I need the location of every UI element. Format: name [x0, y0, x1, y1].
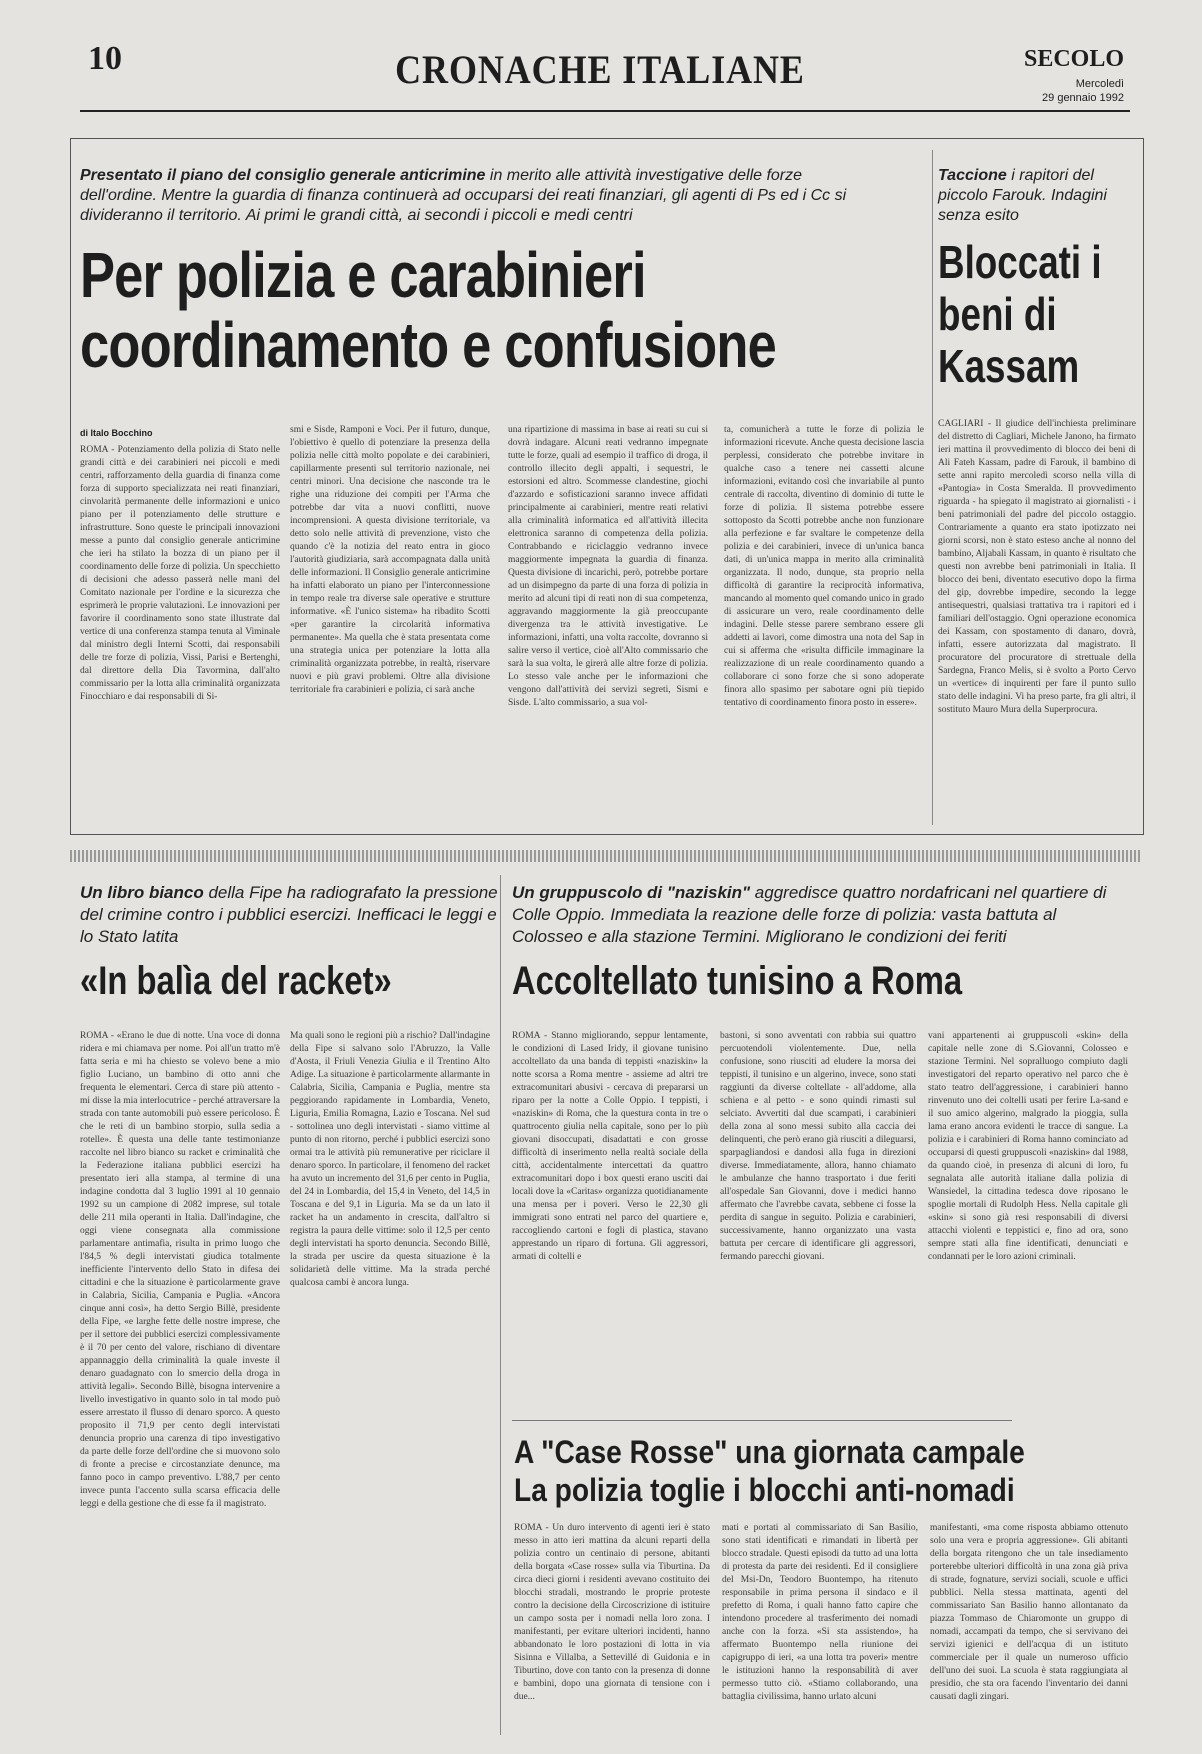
- issue-date: 29 gennaio 1992: [1042, 92, 1124, 104]
- knife-story-column-1: ROMA - Stanno migliorando, seppur lentamente, le condizioni di Lased Iridy, il giovane tunisino accoltellato da una banda di teppisti «naziskin» la notte scorsa a Roma mentre - assieme ad altri tre extracomunitari abusivi - cercava di prepararsi un riparo per la notte a Colle Oppio. I teppisti, i «naziskin» di Roma, che la questura conta in tre o quattrocento giulia nella capitale, sono per lo più giovani disoccupati, disadattati e con grosse difficoltà di inserimento nella realtà sociale della città, accidentalmente intercettati da quattro extracomunitari dopo i box questi erano usciti dai locali dove la «Caritas» organizza quotidianamente una mensa per i poveri. Verso le 22,30 gli immigrati sono entrati nel parco del quartiere e, raccogliendo cartoni e fogli di plastica, stavano apprestando un riparo di fortuna. Gli aggressori, armati di coltelli e: [512, 1031, 708, 1262]
- nomad-story-headline-line1: A "Case Rosse" una giornata campale: [514, 1434, 1025, 1470]
- main-story-headline-line1: Per polizia e carabinieri: [80, 239, 646, 311]
- side-story-kicker-text: i rapitori del piccolo Farouk. Indagini senza esito: [938, 167, 1107, 224]
- story-divider: [512, 1420, 1012, 1421]
- main-story-column-4: ta, comunicherà a tutte le forze di polizia le informazioni ricevute. Anche questa decisione lascia perplessi, considerato che potrebbe invitare in qualche caso a tenere nei cassetti alcune informazioni, evitando così che invariabile al punto centrale di raccolta, diventino di dominio di tutte le forze di polizia. Il sistema potrebbe essere sottoposto da Scotti potrebbe anche non funzionare alla perfezione e far svaltare le competenze della polizia e dei carabinieri, invece di un'unica banca dati, di un'unica mappa in merito alla criminalità organizzata. Il nodo, dunque, sta proprio nella difficoltà di garantire la reciprocità informativa, mancando al momento quel comando unico in grado di assicurare un vero, reale coordinamento delle indagini. Delle stesse parere sembrano essere gli addetti ai lavori, come dimostra una nota del Sap in cui si afferma che «risulta difficile immaginare la realizzazione di un reale coordinamento quando a collaborare ci sono forze che si sono adoperate finora allo spasimo per sabotare ogni più tiepido tentativo di coordinamento finora posto in essere».: [724, 425, 924, 708]
- knife-story-column-2: bastoni, si sono avventati con rabbia sui quattro percuotendoli violentemente. Due, nella confusione, sono riusciti ad eludere la morsa dei teppisti, il tunisino e un algerino, invece, sono stati raggiunti da diverse coltellate - all'addome, alla schiena e al petto - e sono quindi rimasti sul selciato. Avvertiti dal due scampati, i carabinieri della zona al sono messi subito alla caccia dei delinquenti, che però erano già riusciti a dileguarsi, sparpagliandosi e dandosi alla fuga in direzioni diverse. Immediatamente, allora, hanno chiamato le ambulanze che hanno trasportato i due feriti all'ospedale San Giovanni, dove i medici hanno affermato che l'avrebbe cavata, sebbene ci fosse la perdita di sangue in seguito. Polizia e carabinieri, successivamente, hanno organizzato una vasta battuta per cercare di identificare gli aggressori, fermando parecchi giovani.: [720, 1031, 916, 1262]
- side-story-kicker-bold: Taccione: [938, 167, 1007, 184]
- racket-story-column-1: ROMA - «Erano le due di notte. Una voce di donna ridera e mi chiamava per nome. Poi all'un tratto m'è fatta seria e mi ha chiesto se volevo bene a mio figlio Luciano, un bambino di otto anni che frequenta le elementari. Cerca di stare più attento - mi disse la mia interlocutrice - perché attraversare la strada con tante automobili può essere pericoloso. È che le reti di un bambino storpio, sulla sedia a rotelle». È questa una delle tante testimonianze raccolte nel libro bianco su racket e criminalità che la Federazione italiana pubblici esercizi ha presentato ieri alla stampa, al termine di una indagine condotta dal 3 luglio 1991 al 10 gennaio 1992 su un campione di 2082 imprese, sul totale delle 211 mila operanti in Italia. Dall'indagine, che oggi viene consegnata alla commissione parlamentare antimafia, risulta in primo luogo che l'84,5 % degli intervistati giudica totalmente inefficiente l'intervento dello Stato in difesa dei cittadini e che la situazione è particolarmente grave in Calabria, Sicilia, Campania e Puglia. «Ancora cinque anni così», ha detto Sergio Billè, presidente della Fipe, «e larghe fette delle nostre imprese, che per il settore dei pubblici esercizi complessivamente è il 70 per cento del valore, rischiano di diventare appannaggio della criminalità la quale investe il denaro guadagnato con lo smercio della droga in attività legali». Secondo Billè, bisogna intervenire a livello investigativo in quanto solo in tal modo può essere arrestato il flusso di denaro sporco. A questo proposito il 71,9 per cento degli intervistati denuncia proprio una carenza di tipo investigativo da parte delle forze dell'ordine che si muovono solo di fronte a precise e circostanziate denunce, ma fanno poco in campo preventivo. L'88,7 per cento invece punta l'accento sulla scarsa efficacia delle leggi e della gestione che di esse fa il magistrato.: [80, 1031, 280, 1509]
- section-title: CRONACHE ITALIANE: [395, 47, 805, 92]
- section-separator-band: [70, 850, 1142, 862]
- main-story-headline-line2: coordinamento e confusione: [80, 309, 776, 381]
- masthead-rule: [80, 110, 1130, 112]
- main-story-column-2: smi e Sisde, Ramponi e Voci. Per il futuro, dunque, l'obiettivo è quello di potenziare la presenza della polizia nelle città molto popolate e dei carabinieri, capillarmente presenti sul territorio nazionale, nei centri minori. Una decisione che nasconde tra le righe una riduzione dei compiti per l'Arma che potrebbe dar vita a nuovi conflitti, nuove incomprensioni. A questa divisione territoriale, va detto solo nelle attività di prevenzione, visto che quando c'è la notizia del reato entra in gioco l'autorità giudiziaria, sarà accompagnata dalla unità delle informazioni. Il Consiglio generale anticrimine ha infatti elaborato un piano per l'interconnessione in tempo reale tra diverse sale operative e strutture informative. «È l'unico sistema» ha ribadito Scotti «per garantire la circolarità informativa permanente». Ma quella che è stata presentata come una strategia unica per potenziare la lotta alla criminalità organizzata potrebbe, in realtà, riservare nuovi e più gravi problemi. Oltre alla divisione territoriale fra carabinieri e polizia, ci sarà anche: [290, 425, 490, 695]
- nomad-story-column-1: ROMA - Un duro intervento di agenti ieri è stato messo in atto ieri mattina da alcuni reparti della polizia contro un centinaio di persone, abitanti della borgata «Case rosse» sulla via Tiburtina. Da circa dieci giorni i residenti avevano costituito dei blocchi stradali, mostrando le proprie proteste contro la decisione della Circoscrizione di istituire un campo sosta per i nomadi nella loro zona. I manifestanti, per evitare ulteriori incidenti, hanno abbandonato le loro postazioni di lotta in via Sisinna e Villalba, a Settevillé di Guidonia e in Tiburtino, dove con tanto con la presenza di donne e bambini, dopo una giornata di tensione con i due...: [514, 1523, 710, 1702]
- knife-story-kicker: [512, 882, 1122, 948]
- nomad-story-headline-line2: La polizia toglie i blocchi anti-nomadi: [514, 1472, 1015, 1508]
- main-story-kicker-bold: Presentato il piano del consiglio generale anticrimine: [80, 167, 486, 184]
- knife-story-kicker-text: aggredisce quattro nordafricani nel quartiere di Colle Oppio. Immediata la reazione delle forze di polizia: vasta battuta al Colosseo e alla stazione Termini. Migliorano le condizioni dei feriti: [512, 883, 1107, 946]
- knife-story-column-3: vani appartenenti ai gruppuscoli «skin» della capitale nelle zone di S.Giovanni, Colosseo e stazione Termini. Nel sopralluogo compiuto dagli investigatori del reparto operativo nel parco che è stato teatro dell'aggressione, i carabinieri hanno rinvenuto uno dei coltelli usati per ferire La-sand e il suo amico algerino, malgrado la pioggia, sulla lama erano ancora evidenti le tracce di sangue. La polizia e i carabinieri di Roma hanno cominciato ad occuparsi di questi gruppuscoli «naziskin» dal 1988, da quando cioè, in presenza di alcuni di loro, fu segnalata alle autorità italiane dalla polizia di Wansiedel, la cittadina tedesca dove riposano le spoglie mortali di Rudolph Hess. Nella capitale gli «skin» si sono già resi responsabili di diversi attacchi violenti e teppistici e, fino ad ora, sono sempre stati alla fine identificati, denunciati e condannati per le loro azioni criminali.: [928, 1031, 1128, 1262]
- main-story-column-1: ROMA - Potenziamento della polizia di Stato nelle grandi città e dei carabinieri nei piccoli e medi centri, rafforzamento della guardia di finanza come forza di supporto specializzata nei reati finanziari, cinvolarità permanente delle informazioni e unico piano per il potenziamento delle strutture e infrastrutture. Sono queste le principali innovazioni messe a punto dal consiglio generale anticrimine che ieri ha stilato la bozza di un piano per il coordinamento delle forze di polizia. Un specchietto di decisioni che adesso passerà nelle mani del Comitato nazionale per l'ordine e la sicurezza che esprimerà le proprie valutazioni. Le innovazioni per favorire il coordinamento sono state illustrate dal vertice di una conferenza stampa tenuta al Viminale dal ministro degli Interni Scotti, dai responsabili delle tre forze di polizia, Vissi, Parisi e Bertenghi, dal direttore della Dia Tavormina, dall'alto commissario per la lotta alla criminalità organizzata Finocchiaro e dai responsabili di Si-: [80, 445, 280, 702]
- side-story-body: CAGLIARI - Il giudice dell'inchiesta preliminare del distretto di Cagliari, Michele Janono, ha firmato ieri mattina il provvedimento di blocco dei beni di Ali Fateh Kassam, padre di Farouk, il bambino di sette anni rapito mercoledì scorso nella villa di «Pantogia» in Costa Smeralda. Il provvedimento riguarda - ha spiegato il magistrato ai giornalisti - i beni patrimoniali del padre del piccolo ostaggio. Contrariamente a quanto era stato ipotizzato nei giorni scorsi, non è stato esteso anche al nonno del bambino, Aljabali Kassam, in quanto è risultato che questi non avrebbe beni patrimoniali in Italia. Il blocco dei beni, diventato esecutivo dopo la firma del gip, dovrebbe impedire, secondo la legge antisequestri, qualsiasi trattativa tra i rapitori ed i familiari dell'ostaggio. Ogni operazione economica dei Kassam, con spostamento di danaro, dovrà, infatti, essere autorizzata dal magistrato. Il procuratore del procuratore di strettuale della Sardegna, Franco Melis, si è svolto a Porto Cervo un «vertice» di inquirenti per fare il punto sullo stato delle indagini. Vi ha preso parte, fra gli altri, il sostituto Mauro Mura della Superprocura.: [938, 419, 1136, 715]
- nomad-story-column-2: mati e portati al commissariato di San Basilio, sono stati identificati e rimandati in libertà per blocco stradale. Questi episodi da tutto ad una lotta di protesta da parte dei residenti. Ed il consigliere del Msi-Dn, Teodoro Buontempo, ha ritenuto responsabile in prima persona il sindaco e il prefetto di Roma, i quali hanno fatto capire che intendono procedere al trasferimento dei nomadi anche con la forza. «Si sta assistendo», ha affermato Buontempo nella riunione dei capigruppo di ieri, «a una lotta tra poveri» mentre le istituzioni hanno la responsabilità di aver permesso tutto ciò. «Stiamo collaborando, una battaglia civilissima, hanno urlato alcuni: [722, 1523, 918, 1702]
- main-story-kicker-text: in merito alle attività investigative delle forze dell'ordine. Mentre la guardia di finanza continuerà ad occuparsi dei reati finanziari, gli agenti di Ps ed i Cc si divideranno il territorio. Ai primi le grandi città, ai secondi i piccoli e medi centri: [80, 167, 847, 224]
- issue-day: Mercoledì: [1075, 78, 1124, 90]
- knife-story-kicker-bold: Un gruppuscolo di "naziskin": [512, 883, 751, 902]
- racket-story-column-2: Ma quali sono le regioni più a rischio? Dall'indagine della Fipe si salvano solo l'Abruzzo, la Valle d'Aosta, il Friuli Venezia Giulia e il Trentino Alto Adige. La situazione è particolarmente allarmante in Calabria, Sicilia, Campania e Puglia, mentre sta peggiorando rapidamente in Lombardia, Veneto, Liguria, Emilia Romagna, Lazio e Toscana. Nel sud - sottolinea uno degli intervistati - siamo vittime al punto di non ritorno, perché i pubblici esercizi sono ormai tra le attività più remunerative per riciclare il denaro sporco. In particolare, il fenomeno del racket ha avuto un incremento del 31,6 per cento in Puglia, del 24 in Lombardia, del 15,4 in Veneto, del 14,5 in Toscana e del 9,1 in Liguria. Ma se da un lato il racket ha un andamento in crescita, dall'altro si registra la paura delle vittime: solo il 12,5 per cento degli intervistati ha sporto denuncia. Secondo Billè, la strada per uscire da questa situazione è la solidarietà delle vittime. Ma la strada perché qualcosa cambi è ancora lunga.: [290, 1031, 490, 1288]
- racket-story-kicker-text: della Fipe ha radiografato la pressione del crimine contro i pubblici esercizi. Inefficaci le leggi e lo Stato latita: [80, 883, 498, 946]
- side-story-headline: Bloccati i beni di Kassam: [938, 236, 1102, 392]
- side-story-kicker: [938, 166, 1128, 226]
- racket-story-kicker: [80, 882, 500, 948]
- newspaper-name: SECOLO: [1023, 46, 1124, 72]
- nomad-story-column-3: manifestanti, «ma come risposta abbiamo ottenuto solo una vera e propria aggressione». Gli abitanti della borgata ritengono che un tale insediamento porterebbe ulteriori difficoltà in una zona già priva di strade, fognature, servizi sociali, scuole e uffici pubblici. Nella stessa mattinata, agenti del commissariato San Basilio hanno allontanato da piazza Tommaso de Chiaromonte un gruppo di nomadi, accampati da tempo, che si servivano dei servizi igienici e dell'acqua di un istituto commerciale per il quale un numeroso ufficio dell'uno dei suoi. La scuola è stata raggiungiata al presidio, che sta ora facendo l'inventario dei danni causati dagli zingari.: [930, 1523, 1128, 1702]
- main-story-kicker: [80, 166, 850, 226]
- page-number: 10: [88, 40, 122, 77]
- main-story-column-3: una ripartizione di massima in base ai reati su cui si dovrà indagare. Alcuni reati vedranno impegnate tutte le forze, quali ad esempio il traffico di droga, il controllo illecito degli appalti, i sequestri, le estorsioni ed altro. Scommesse clandestine, giochi d'azzardo e sofisticazioni saranno invece affidati principalmente ai carabinieri, mentre reati relativi alla criminalità informatica ed all'attività illecita elettronica saranno di competenza della polizia. Contrabbando e riciclaggio vedranno invece maggiormente impegnata la guardia di finanza. Questa divisione di incarichi, però, potrebbe portare ad un disimpegno da parte di una forza di polizia in merito ad alcuni tipi di reati non di sua competenza, aggravando maggiormente la già preoccupante divergenza tra le attività investigative. Le informazioni, infatti, una volta raccolte, dovranno sì salire verso il vertice, cioè all'Alto commissario che sarà la sua volta, le girerà alle altre forze di polizia. Lo stesso vale anche per le informazioni che vengono dall'attività dei servizi segreti, Sismi e Sisde. L'alto commissario, a sua vol-: [508, 425, 708, 708]
- column-divider: [500, 875, 501, 1735]
- main-story-byline: di Italo Bocchino: [80, 428, 153, 438]
- knife-story-headline: Accoltellato tunisino a Roma: [512, 959, 963, 1003]
- racket-story-kicker-bold: Un libro bianco: [80, 883, 204, 902]
- column-divider: [932, 150, 933, 825]
- racket-story-headline: «In balìa del racket»: [80, 959, 392, 1003]
